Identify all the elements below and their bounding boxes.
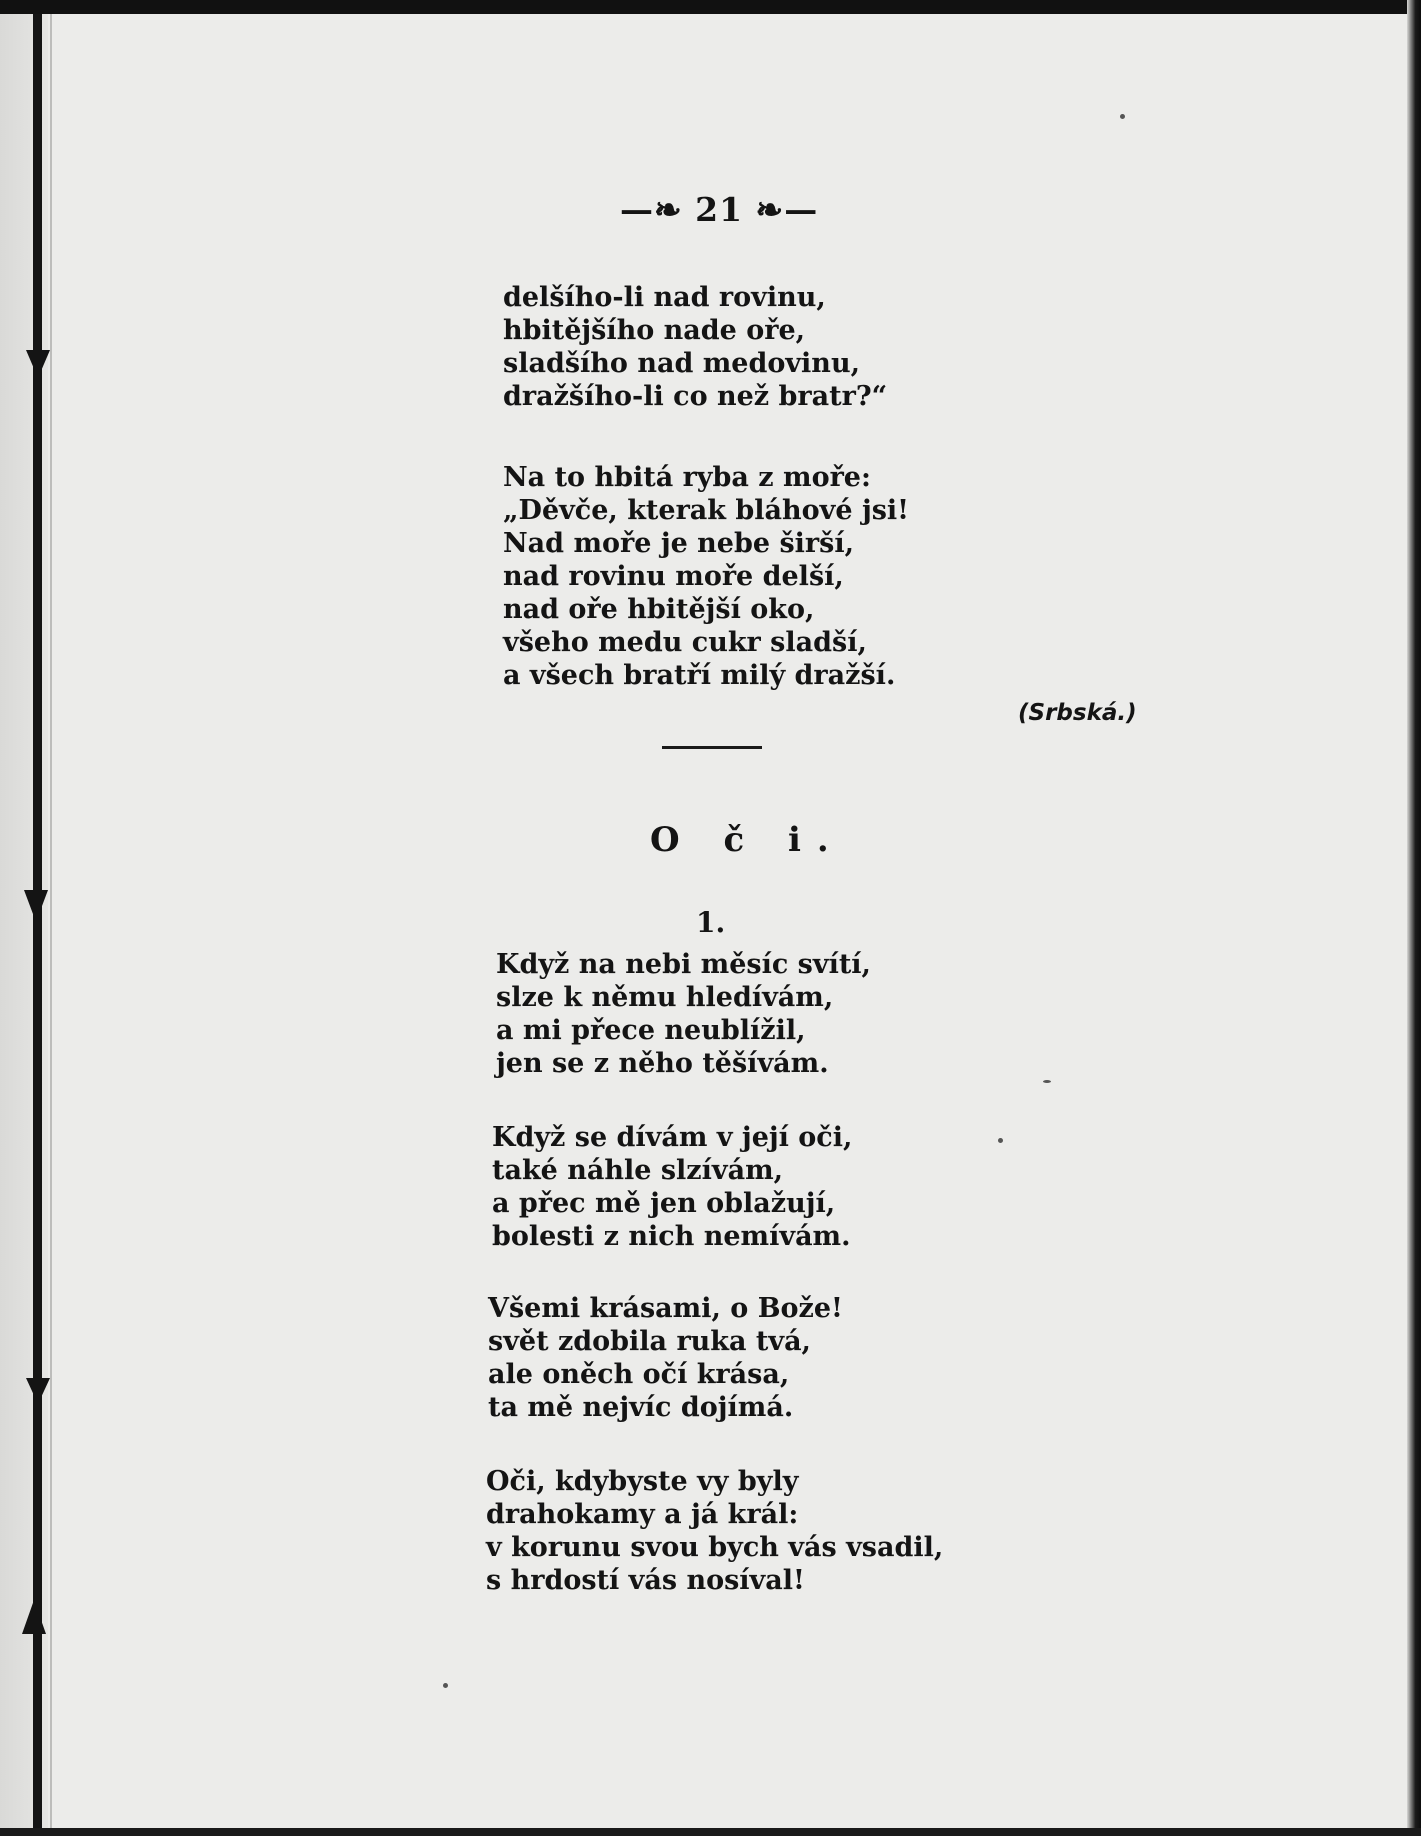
verse-line: Nad moře je nebe širší, bbox=[503, 528, 854, 559]
verse-line: v korunu svou bych vás vsadil, bbox=[486, 1532, 944, 1563]
poem-title: O č i. bbox=[650, 820, 845, 860]
poem-stanza bbox=[486, 1465, 943, 1597]
verse-line: bolesti z nich nemívám. bbox=[492, 1221, 851, 1252]
speck bbox=[1043, 1080, 1051, 1083]
poem-attribution: (Srbská.) bbox=[1018, 700, 1137, 726]
verse-line: svět zdobila ruka tvá, bbox=[488, 1326, 811, 1357]
poem-stanza-answer bbox=[503, 461, 909, 692]
verse-line: Když se dívám v její oči, bbox=[492, 1122, 853, 1153]
verse-line: a všech bratří milý dražší. bbox=[503, 660, 896, 691]
binding-notch-bottom bbox=[22, 1600, 46, 1634]
verse-line: s hrdostí vás nosíval! bbox=[486, 1565, 805, 1596]
verse-line: hbitějšího nade oře, bbox=[503, 315, 806, 346]
verse-line: jen se z něho těšívám. bbox=[496, 1048, 829, 1079]
verse-line: nad rovinu moře delší, bbox=[503, 561, 844, 592]
binding-notch-top bbox=[26, 350, 50, 378]
verse-line: a přec mě jen oblažují, bbox=[492, 1188, 836, 1219]
binding-shadow bbox=[50, 14, 52, 1836]
scan-right-border bbox=[1407, 0, 1421, 1836]
verse-line: slze k němu hledívám, bbox=[496, 982, 834, 1013]
verse-line: drahokamy a já král: bbox=[486, 1499, 799, 1530]
verse-line: Všemi krásami, o Bože! bbox=[488, 1293, 843, 1324]
poem-stanza-ending bbox=[503, 281, 887, 413]
section-number: 1. bbox=[696, 906, 726, 939]
scan-bottom-border bbox=[0, 1828, 1421, 1836]
section-divider bbox=[662, 746, 762, 749]
verse-line: také náhle slzívám, bbox=[492, 1155, 784, 1186]
verse-line: ta mě nejvíc dojímá. bbox=[488, 1392, 794, 1423]
verse-line: delšího-li nad rovinu, bbox=[503, 282, 826, 313]
verse-line: dražšího-li co než bratr?“ bbox=[503, 381, 888, 412]
speck bbox=[443, 1683, 448, 1688]
speck bbox=[998, 1138, 1003, 1143]
poem-stanza bbox=[492, 1121, 852, 1253]
poem-stanza bbox=[488, 1292, 843, 1424]
page-number: —❧ 21 ❧— bbox=[620, 190, 819, 229]
verse-line: nad oře hbitější oko, bbox=[503, 594, 815, 625]
verse-line: Když na nebi měsíc svítí, bbox=[496, 949, 871, 980]
binding-notch-lower bbox=[26, 1378, 50, 1404]
binding-edge bbox=[33, 14, 42, 1836]
verse-line: a mi přece neublížil, bbox=[496, 1015, 806, 1046]
binding-notch-middle bbox=[24, 890, 48, 922]
poem-stanza bbox=[496, 948, 871, 1080]
verse-line: Na to hbitá ryba z moře: bbox=[503, 462, 871, 493]
scan-top-border bbox=[0, 0, 1421, 14]
verse-line: sladšího nad medovinu, bbox=[503, 348, 860, 379]
verse-line: „Děvče, kterak bláhové jsi! bbox=[503, 495, 910, 526]
verse-line: ale oněch očí krása, bbox=[488, 1359, 790, 1390]
speck bbox=[1120, 114, 1125, 119]
verse-line: Oči, kdybyste vy byly bbox=[486, 1466, 799, 1497]
verse-line: všeho medu cukr sladší, bbox=[503, 627, 867, 658]
